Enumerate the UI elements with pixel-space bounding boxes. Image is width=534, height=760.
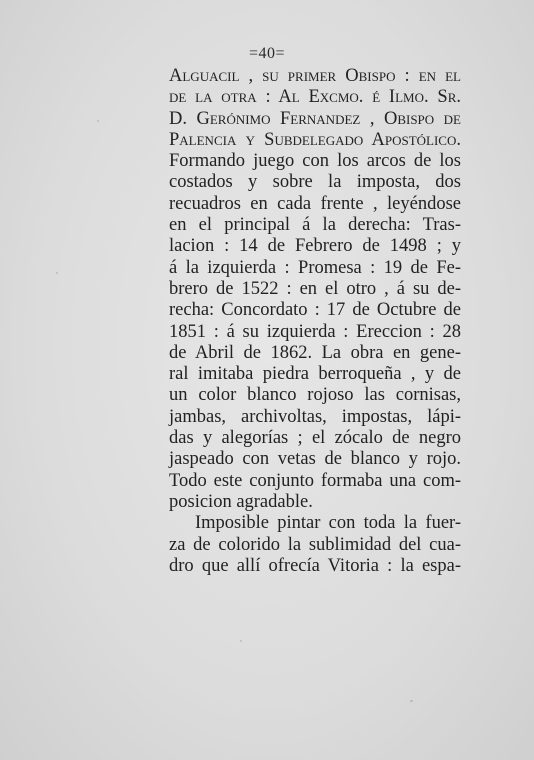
paper-speck bbox=[240, 640, 242, 642]
text-line: dro que allí ofrecía Vitoria : la espa- bbox=[169, 555, 461, 576]
text-line: á la izquierda : Promesa : 19 de Fe- bbox=[169, 257, 461, 278]
text-line: un color blanco rojoso las cornisas, bbox=[169, 385, 461, 406]
paper-speck bbox=[97, 120, 99, 122]
text-line: posicion agradable. bbox=[169, 491, 313, 512]
paper-speck bbox=[56, 272, 58, 274]
text-line: za de colorido la sublimidad del cua- bbox=[169, 534, 461, 555]
text-line: jambas, archivoltas, impostas, lápi- bbox=[169, 406, 461, 427]
paper-speck bbox=[410, 700, 413, 702]
text-line: de la otra : Al Excmo. é Ilmo. Sr. bbox=[169, 87, 461, 108]
text-line: costados y sobre la imposta, dos bbox=[169, 172, 461, 193]
text-line: recuadros en cada frente , leyéndose bbox=[169, 193, 461, 214]
text-line: Formando juego con los arcos de los bbox=[169, 151, 461, 172]
text-line: Palencia y Subdelegado Apostólico. bbox=[169, 129, 461, 150]
text-line: jaspeado con vetas de blanco y rojo. bbox=[169, 449, 461, 470]
text-line: 1851 : á su izquierda : Ereccion : 28 bbox=[169, 321, 461, 342]
text-line: D. Gerónimo Fernandez , Obispo de bbox=[169, 108, 461, 129]
text-line: lacion : 14 de Febrero de 1498 ; y bbox=[169, 236, 461, 257]
body-text bbox=[169, 66, 461, 577]
text-line: de Abril de 1862. La obra en gene- bbox=[169, 342, 461, 363]
text-line: Alguacil , su primer Obispo : en el bbox=[169, 66, 461, 86]
text-line: recha: Concordato : 17 de Octubre de bbox=[169, 300, 461, 321]
text-line: en el principal á la derecha: Tras- bbox=[169, 215, 461, 236]
text-line: Imposible pintar con toda la fuer- bbox=[195, 513, 461, 534]
text-line: brero de 1522 : en el otro , á su de- bbox=[169, 278, 461, 299]
page-number: =40= bbox=[248, 45, 286, 62]
text-line: ral imitaba piedra berroqueña , y de bbox=[169, 364, 461, 385]
text-line: Todo este conjunto formaba una com- bbox=[169, 470, 461, 491]
text-line: das y alegorías ; el zócalo de negro bbox=[169, 428, 461, 449]
